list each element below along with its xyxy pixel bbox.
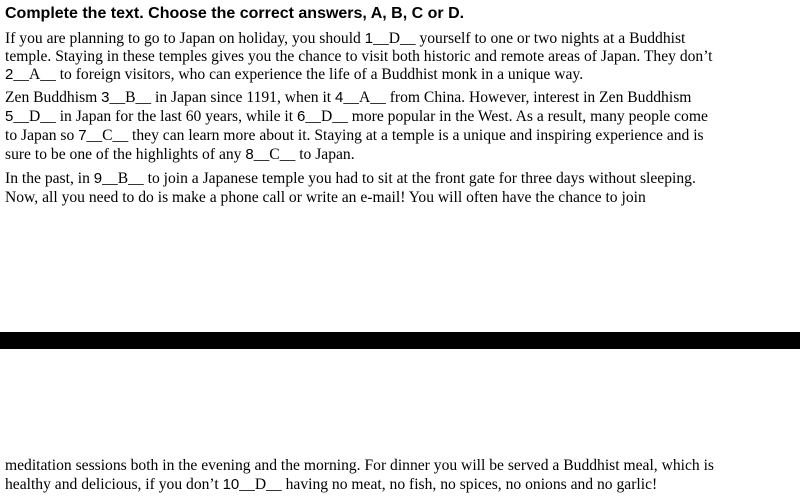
question-number: 5 — [5, 108, 14, 125]
text-line — [5, 188, 646, 208]
text-line — [5, 126, 704, 146]
text-segment: __B__ to join a Japanese temple you had to sit at the front gate for three days without sleeping. — [102, 170, 696, 187]
text-line — [5, 88, 691, 108]
text-segment: In the past, in — [5, 170, 94, 187]
text-segment: If you are planning to go to Japan on holiday, you should — [5, 30, 365, 47]
question-number: 8 — [245, 146, 254, 163]
text-segment: sure to be one of the highlights of any — [5, 146, 246, 163]
text-segment: Zen Buddhism — [5, 89, 102, 106]
text-segment: __D__ more popular in the West. As a result, many people come — [305, 108, 708, 125]
question-number: 4 — [335, 89, 344, 106]
text-line — [5, 145, 355, 165]
text-line — [5, 169, 696, 189]
page-break-divider — [0, 332, 800, 349]
text-segment: __C__ to Japan. — [253, 146, 355, 163]
text-segment: __A__ from China. However, interest in Zen Buddhism — [343, 89, 692, 106]
question-number: 6 — [297, 108, 306, 125]
text-segment: temple. Staying in these temples gives you the chance to visit both historic and remote areas of Japan. They don’t — [5, 48, 713, 65]
text-line — [5, 475, 657, 495]
text-line — [5, 47, 712, 67]
text-segment: __D__ yourself to one or two nights at a Buddhist — [373, 30, 686, 47]
text-line — [5, 65, 583, 85]
text-segment: Now, all you need to do is make a phone call or write an e-mail! You will often have the chance to join — [5, 189, 646, 206]
question-number: 9 — [93, 170, 103, 187]
exercise-heading: Complete the text. Choose the correct answers, A, B, C or D. — [5, 5, 465, 22]
question-number: 7 — [78, 127, 87, 144]
text-segment: __C__ they can learn more about it. Staying at a temple is a unique and inspiring experience and is — [86, 127, 704, 144]
question-number: 10 — [222, 476, 240, 493]
text-segment: meditation sessions both in the evening and the morning. For dinner you will be served a Buddhist meal, which is — [5, 457, 714, 474]
text-line — [5, 29, 685, 49]
text-line — [5, 456, 714, 476]
text-segment: __A__ to foreign visitors, who can experience the life of a Buddhist monk in a unique way. — [13, 66, 584, 83]
question-number: 2 — [5, 66, 14, 83]
text-segment: to Japan so — [5, 127, 79, 144]
question-number: 1 — [364, 30, 374, 47]
text-segment: __B__ in Japan since 1191, when it — [109, 89, 336, 106]
text-segment: __D__ in Japan for the last 60 years, while it — [13, 108, 298, 125]
text-segment: __D__ having no meat, no fish, no spices, no onions and no garlic! — [239, 476, 658, 493]
text-line — [5, 107, 708, 127]
question-number: 3 — [101, 89, 110, 106]
text-segment: healthy and delicious, if you don’t — [5, 476, 223, 493]
